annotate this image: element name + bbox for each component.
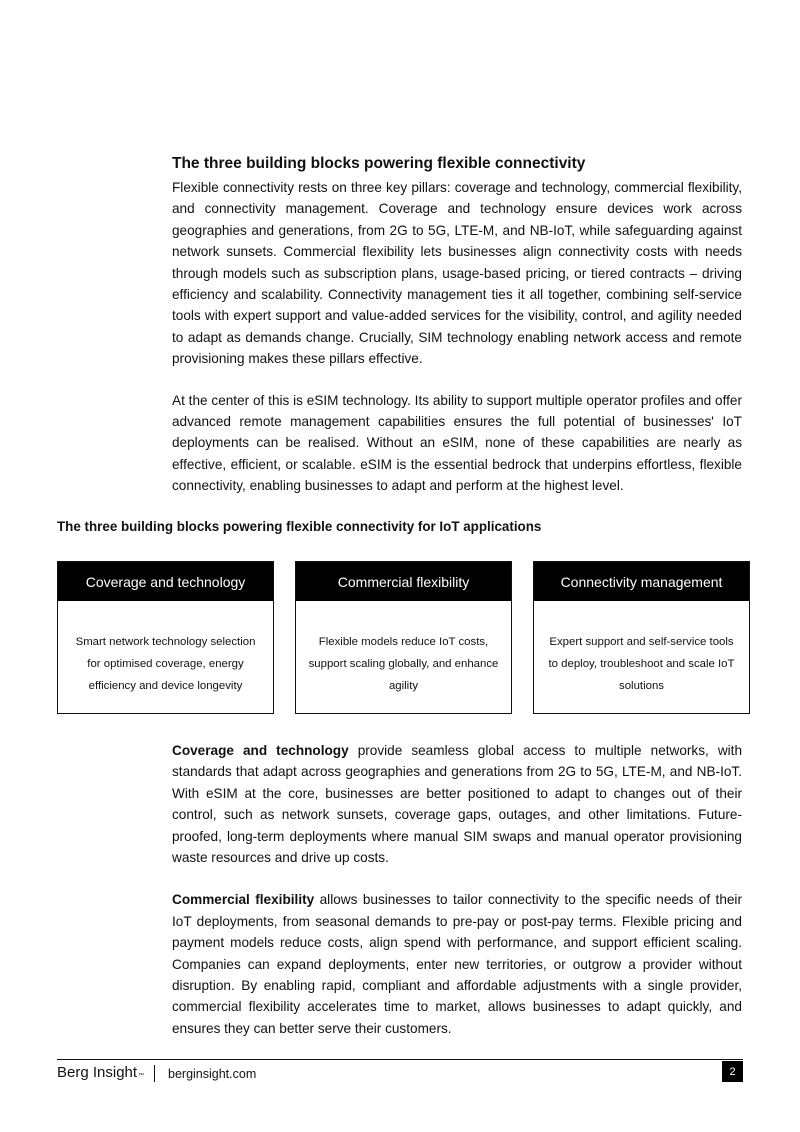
card-text: Expert support and self-service tools to deploy, troubleshoot and scale IoT solutions	[548, 636, 735, 692]
card-coverage-technology	[57, 561, 274, 714]
footer-divider	[57, 1059, 743, 1060]
commercial-text: allows businesses to tailor connectivity to the specific needs of their IoT deployments, from seasonal demands to pre-pay or post-pay terms. Flexible pricing and payment models reduce costs, align spend with performance, and support efficient scaling. Companies can expand deployments, enter new territories, or outgrow a provider without disruption. By enabling rapid, compliant and affordable adjustments with a single provider, commercial flexibility accelerates time to market, allows businesses to adapt quickly, and ensures they can better serve their customers.	[172, 892, 742, 1036]
card-text: Flexible models reduce IoT costs, support scaling globally, and enhance agility	[308, 636, 499, 692]
brand-logo	[57, 1064, 144, 1081]
paragraph-coverage	[172, 740, 742, 868]
coverage-lead: Coverage and technology	[172, 743, 349, 758]
card-title: Coverage and technology	[58, 562, 273, 601]
page-number: 2	[722, 1061, 743, 1082]
trademark-mark: ™	[138, 1073, 145, 1079]
brand-name: Berg Insight	[57, 1064, 138, 1081]
footer-url[interactable]: berginsight.com	[168, 1067, 257, 1081]
paragraph-commercial	[172, 889, 742, 1039]
card-title: Connectivity management	[534, 562, 749, 601]
section-block	[172, 155, 742, 497]
commercial-lead: Commercial flexibility	[172, 892, 315, 908]
card-text: Smart network technology selection for optimised coverage, energy efficiency and device longevity	[75, 636, 256, 692]
paragraph-pillars: Flexible connectivity rests on three key pillars: coverage and technology, commercial flexibility, and connectivity management. Coverage and technology ensure devices work across geographies and generations, from 2G to 5G, LTE-M, and NB-IoT, while safeguarding against network sunsets. Commercial flexibility lets businesses align connectivity costs with needs through models such as subscription plans, usage-based pricing, or tiered contracts – driving efficiency and scalability. Connectivity management ties it all together, combining self-service tools with expert support and value-added services for the visibility, control, and agility needed to adapt as demands change. Crucially, SIM technology enabling network access and remote provisioning makes these pillars effective.	[172, 180, 742, 367]
section-heading: The three building blocks powering flexible connectivity	[172, 155, 586, 172]
card-title: Commercial flexibility	[296, 562, 511, 601]
coverage-text: provide seamless global access to multiple networks, with standards that adapt across geographies and generations from 2G to 5G, LTE-M, and NB-IoT. With eSIM at the core, businesses are better positioned to adapt to changes out of their control, such as network sunsets, coverage gaps, outages, and other limitations. Future-proofed, long-term deployments where manual SIM swaps and manual operator provisioning waste resources and drive up costs.	[172, 743, 743, 866]
footer-separator	[154, 1065, 155, 1082]
paragraph-esim: At the center of this is eSIM technology. Its ability to support multiple operator profiles and offer advanced remote management capabilities ensures the full potential of businesses' IoT deployments can be realised. Without an eSIM, none of these capabilities are nearly as effective, efficient, or scalable. eSIM is the essential bedrock that underpins effortless, flexible connectivity, enabling businesses to adapt and perform at the highest level.	[172, 392, 742, 494]
figure-caption: The three building blocks powering flexible connectivity for IoT applications	[57, 519, 542, 534]
details-block	[172, 740, 742, 1039]
card-commercial-flexibility	[295, 561, 512, 714]
card-connectivity-management	[533, 561, 750, 714]
